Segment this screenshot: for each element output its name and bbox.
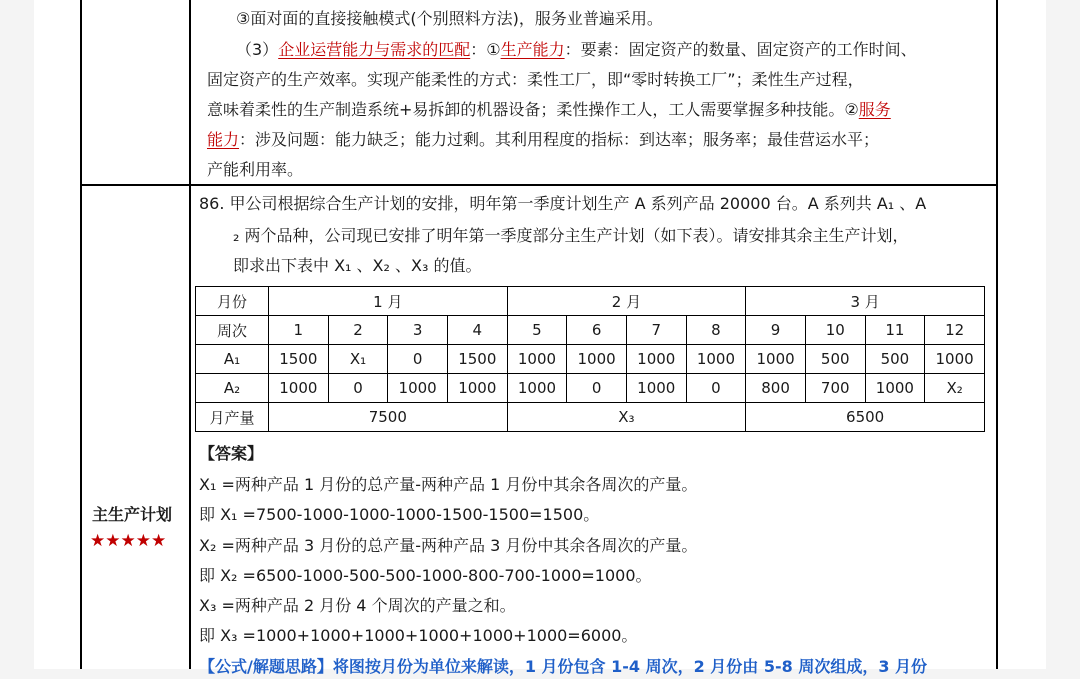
- link-production-capacity[interactable]: 生产能力: [500, 40, 565, 59]
- week-cell: 10: [805, 316, 865, 345]
- table-row-months: [196, 287, 985, 316]
- solution-tip: 【公式/解题思路】将图按月份为单位来解读，1 月份包含 1-4 周次，2 月份由 5-8 周次组成，3 月份: [199, 657, 928, 676]
- top-line-2-mid: ：①: [470, 40, 501, 59]
- answer-line-5: X₃ =两种产品 2 月份 4 个周次的产量之和。: [199, 596, 516, 615]
- table-cell: 1000: [626, 374, 686, 403]
- table-cell: 1000: [388, 374, 448, 403]
- table-cell: 1000: [567, 345, 627, 374]
- week-cell: 2: [328, 316, 388, 345]
- table-cell: 1000: [925, 345, 985, 374]
- table-cell: 1000: [746, 345, 806, 374]
- table-row-monthly-output: [196, 403, 985, 432]
- left-border: [80, 0, 82, 669]
- week-cell: 4: [447, 316, 507, 345]
- row-label-a1: A₁: [196, 345, 269, 374]
- top-line-2-prefix: （3）: [236, 40, 279, 59]
- output-label: 月产量: [196, 403, 269, 432]
- table-cell: 500: [865, 345, 925, 374]
- table-row-a2: [196, 374, 985, 403]
- row-label-a2: A₂: [196, 374, 269, 403]
- output-month-3: 6500: [746, 403, 985, 432]
- top-line-4: [207, 98, 891, 122]
- top-line-5-rest: ：涉及问题：能力缺乏；能力过剩。其利用程度的指标：到达率；服务率；最佳营运水平；: [239, 130, 880, 149]
- top-line-1: ③面对面的直接接触模式(个别照料方法)，服务业普遍采用。: [236, 9, 663, 28]
- top-line-4-text: 意味着柔性的生产制造系统+易拆卸的机器设备；柔性操作工人，工人需要掌握多种技能。②: [207, 100, 859, 119]
- week-cell: 8: [686, 316, 746, 345]
- month-2: 2 月: [507, 287, 746, 316]
- table-row-weeks: [196, 316, 985, 345]
- month-1: 1 月: [269, 287, 508, 316]
- top-line-2: [236, 38, 917, 62]
- table-cell: 800: [746, 374, 806, 403]
- top-line-6: 产能利用率。: [207, 160, 304, 179]
- link-capacity-demand-match[interactable]: 企业运营能力与需求的匹配: [278, 40, 471, 59]
- table-row-a1: [196, 345, 985, 374]
- category-label: 主生产计划: [92, 505, 173, 524]
- table-cell: 1000: [626, 345, 686, 374]
- link-service-capacity-part2[interactable]: 能力: [207, 130, 240, 149]
- month-header-label: 月份: [196, 287, 269, 316]
- table-cell: 1000: [507, 374, 567, 403]
- table-cell: 500: [805, 345, 865, 374]
- top-line-2-rest: ：要素：固定资产的数量、固定资产的工作时间、: [564, 40, 917, 59]
- row-divider: [80, 184, 998, 186]
- question-line-2: ₂ 两个品种，公司现已安排了明年第一季度部分主生产计划（如下表）。请安排其余主生产计划，: [233, 226, 909, 245]
- column-divider: [189, 0, 191, 669]
- answer-heading: 【答案】: [199, 444, 264, 463]
- month-3: 3 月: [746, 287, 985, 316]
- link-service-capacity-part1[interactable]: 服务: [858, 100, 891, 119]
- table-cell: X₁: [328, 345, 388, 374]
- answer-line-4: 即 X₂ =6500-1000-500-500-1000-800-700-1000=1000。: [199, 566, 652, 585]
- question-line-1: 86. 甲公司根据综合生产计划的安排，明年第一季度计划生产 A 系列产品 20000 台。A 系列共 A₁ 、A: [199, 194, 927, 213]
- question-line-3: 即求出下表中 X₁ 、X₂ 、X₃ 的值。: [233, 256, 482, 275]
- table-cell: X₂: [925, 374, 985, 403]
- table-cell: 0: [686, 374, 746, 403]
- week-cell: 11: [865, 316, 925, 345]
- table-cell: 0: [328, 374, 388, 403]
- output-month-1: 7500: [269, 403, 508, 432]
- table-cell: 700: [805, 374, 865, 403]
- answer-line-2: 即 X₁ =7500-1000-1000-1000-1500-1500=1500。: [199, 505, 600, 524]
- week-cell: 7: [626, 316, 686, 345]
- table-cell: 1000: [447, 374, 507, 403]
- importance-stars: ★★★★★: [90, 531, 167, 551]
- right-border: [996, 0, 998, 669]
- output-month-2: X₃: [507, 403, 746, 432]
- table-cell: 1000: [686, 345, 746, 374]
- week-cell: 3: [388, 316, 448, 345]
- table-cell: 0: [388, 345, 448, 374]
- week-cell: 6: [567, 316, 627, 345]
- table-cell: 1500: [447, 345, 507, 374]
- top-line-5: [207, 128, 879, 152]
- production-plan-table: [195, 286, 985, 432]
- top-line-3: 固定资产的生产效率。实现产能柔性的方式：柔性工厂，即“零时转换工厂”；柔性生产过程，: [207, 70, 864, 89]
- week-cell: 1: [269, 316, 329, 345]
- table-cell: 1000: [269, 374, 329, 403]
- answer-line-6: 即 X₃ =1000+1000+1000+1000+1000+1000=6000。: [199, 626, 638, 645]
- week-cell: 9: [746, 316, 806, 345]
- table-cell: 0: [567, 374, 627, 403]
- table-cell: 1500: [269, 345, 329, 374]
- answer-line-3: X₂ =两种产品 3 月份的总产量-两种产品 3 月份中其余各周次的产量。: [199, 536, 698, 555]
- week-cell: 12: [925, 316, 985, 345]
- table-cell: 1000: [507, 345, 567, 374]
- table-cell: 1000: [865, 374, 925, 403]
- answer-line-1: X₁ =两种产品 1 月份的总产量-两种产品 1 月份中其余各周次的产量。: [199, 475, 698, 494]
- week-header-label: 周次: [196, 316, 269, 345]
- week-cell: 5: [507, 316, 567, 345]
